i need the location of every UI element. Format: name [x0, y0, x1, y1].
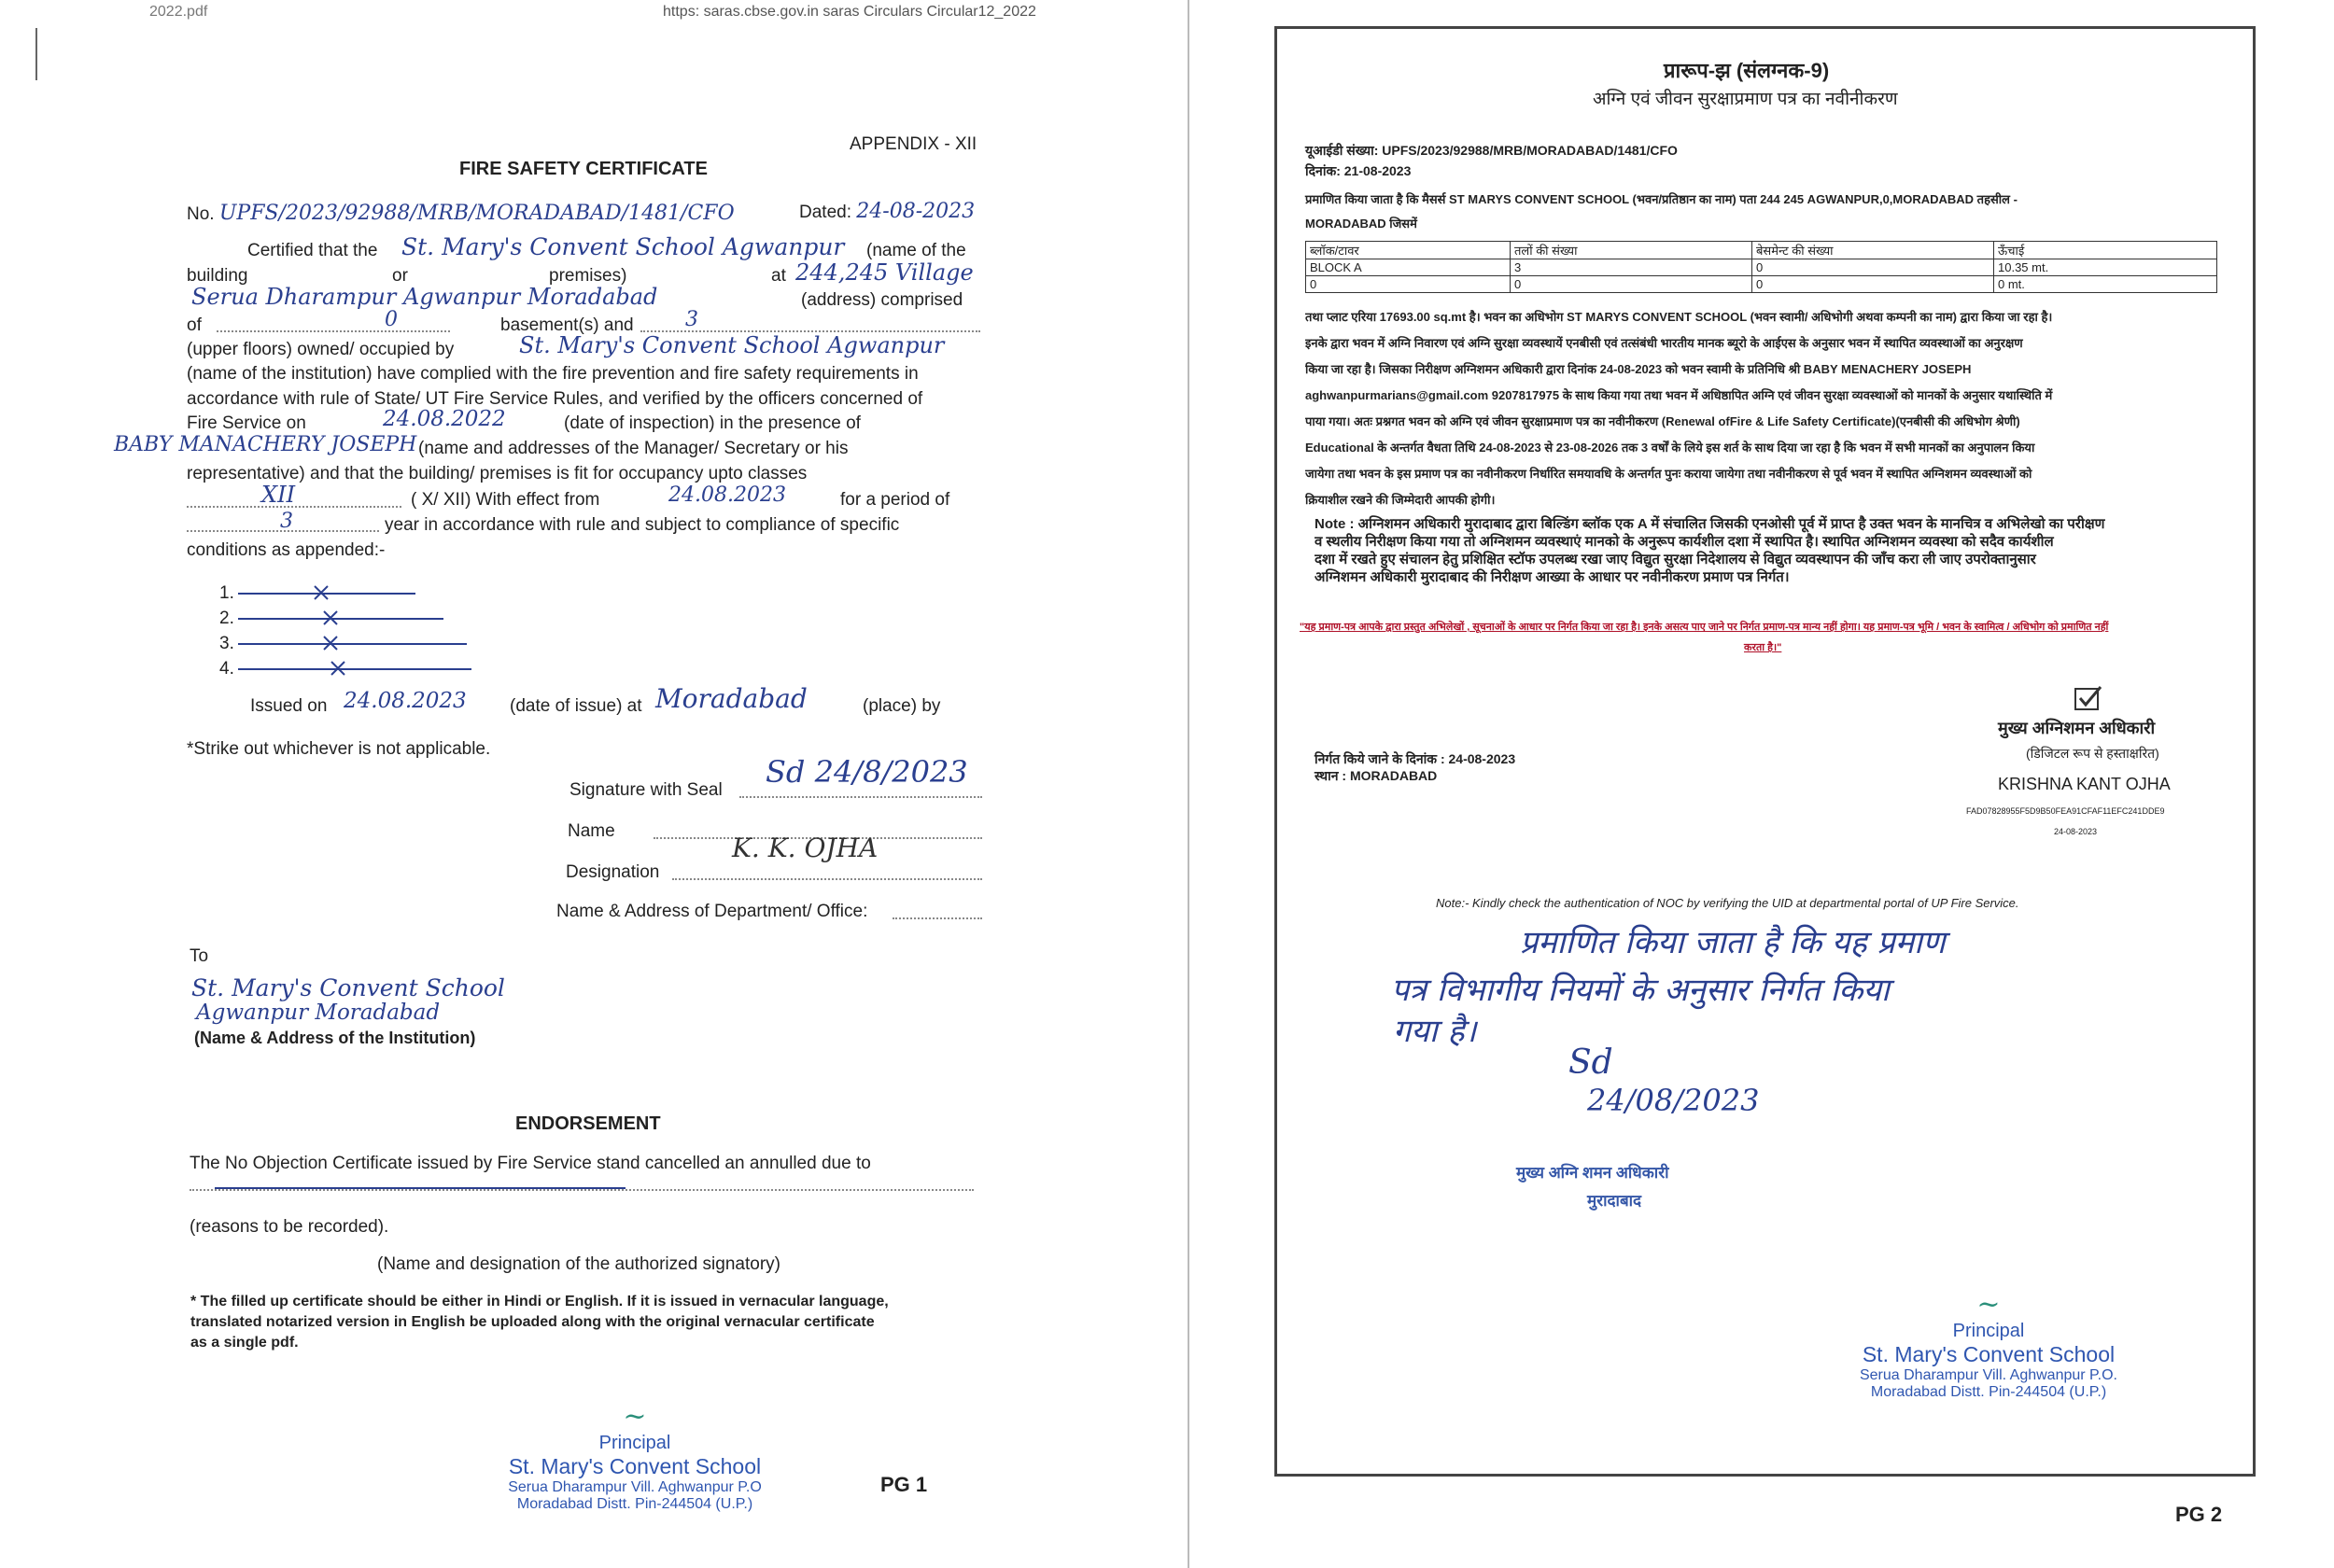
- table-cell: 0 mt.: [1994, 276, 2217, 293]
- issue-date: 24.08.2023: [344, 689, 467, 713]
- stamp-address-1: Serua Dharampur Vill. Aghwanpur P.O.: [1859, 1367, 2117, 1383]
- to-hand-1: St. Mary's Convent School: [191, 974, 505, 1001]
- table-row: [1306, 276, 2217, 293]
- condition-item: 3.: [219, 634, 234, 653]
- strikeout-marks: [238, 579, 481, 681]
- fire-service-label: Fire Service on: [187, 413, 306, 433]
- officer-name: KRISHNA KANT OJHA: [1998, 775, 2171, 793]
- school-name-hand: St. Mary's Convent School Agwanpur: [401, 233, 845, 260]
- cert-line-2: MORADABAD जिसमें: [1305, 217, 1417, 231]
- footnote-line: * The filled up certificate should be either in Hindi or English. If it is issued in vernacular language,: [190, 1294, 889, 1309]
- paragraph-line: पाया गया। अतः प्रश्नगत भवन को अग्नि एवं जीवन सुरक्षाप्रमाण पत्र का नवीनीकरण (Renewal ofFire & Life Safety Certificate)(एनबीसी की अधिभोग श्रेणी): [1305, 414, 2020, 428]
- name-label: Name: [568, 821, 615, 841]
- digitally-signed: (डिजिटल रूप से हस्ताक्षरित): [2026, 746, 2159, 761]
- note-line: अग्निशमन अधिकारी मुरादाबाद की निरीक्षण आख्या के आधार पर नवीनीकरण प्रमाण पत्र निर्गत।: [1315, 569, 1790, 585]
- hindi-title: प्रारूप-झ (संलग्नक-9): [1664, 59, 1830, 82]
- text-line-7: accordance with rule of State/ UT Fire Service Rules, and verified by the officers concerned of: [187, 389, 923, 409]
- note-line: Note : अग्निशमन अधिकारी मुरादाबाद द्वारा बिल्डिंग ब्लॉक एक A में संचालित जिसकी एनओसी पूर्व में प्राप्त है उक्त भवन के मानचित्र व अभिलेखो का परीक्षण: [1315, 516, 2105, 532]
- endorsement-heading: ENDORSEMENT: [515, 1113, 661, 1134]
- inspection-label: (date of inspection) in the presence of: [564, 413, 861, 433]
- text-line-6: (name of the institution) have complied with the fire prevention and fire safety requirements in: [187, 364, 919, 384]
- dated-value: 24-08-2023: [856, 200, 976, 223]
- paragraph-line: क्रियाशील रखने की जिम्मेदारी आपकी होगी।: [1305, 493, 1496, 507]
- note-block: [1315, 515, 2229, 586]
- manager-label: (name and addresses of the Manager/ Secretary or his: [418, 439, 849, 458]
- issue-label: (date of issue) at: [510, 696, 642, 716]
- of-label: of: [187, 315, 202, 335]
- table-cell: BLOCK A: [1306, 259, 1511, 276]
- years-label: year in accordance with rule and subject to compliance of specific: [385, 515, 900, 535]
- paragraph-line: किया जा रहा है। जिसका निरीक्षण अग्निशमन अधिकारी द्वारा दिनांक 24-08-2023 को भवन स्वामी के प्रतिनिधि श्री BABY MENACHERY JOSEPH: [1305, 362, 1972, 376]
- cert-line: प्रमाणित किया जाता है कि मैसर्स ST MARYS CONVENT SCHOOL (भवन/प्रतिष्ठान का नाम) पता 244 245 AGWANPUR,0,MORADABAD तहसील -: [1305, 192, 2018, 206]
- address-hand-2: Serua Dharampur Agwanpur Moradabad: [191, 284, 658, 310]
- stamp-school: St. Mary's Convent School: [508, 1454, 762, 1478]
- header-filename: 2022.pdf: [149, 4, 208, 20]
- name-of-the-label: (name of the: [866, 241, 966, 260]
- to-hand-2: Agwanpur Moradabad: [196, 1001, 441, 1025]
- dotted-line: [672, 878, 982, 880]
- uid-line: यूआईडी संख्या: UPFS/2023/92988/MRB/MORADABAD/1481/CFO: [1305, 143, 1678, 158]
- handwritten-date: 24/08/2023: [1587, 1083, 1760, 1118]
- table-cell: 0: [1306, 276, 1511, 293]
- no-value: UPFS/2023/92988/MRB/MORADABAD/1481/CFO: [218, 202, 735, 225]
- dotted-line: [893, 917, 982, 919]
- table-cell: 3: [1511, 259, 1752, 276]
- stamp-address-2: Moradabad Distt. Pin-244504 (U.P.): [516, 1496, 753, 1512]
- dotted-line: [217, 330, 450, 332]
- paragraph-line: Educational के अन्तर्गत वैधता तिथि 24-08-2023 से 23-08-2026 तक 3 वर्षों के लिये इस शर्त के साथ दिया जा रहा है कि भवन में सभी मानकों का अनुपालन किया: [1305, 441, 2035, 455]
- footnote: [190, 1292, 889, 1353]
- authorized-label: (Name and designation of the authorized signatory): [377, 1254, 780, 1274]
- or-label: or: [392, 266, 408, 286]
- issue-place: Moradabad: [655, 683, 808, 714]
- signature-hash: FAD07828955F5D9B50FEA91CFAF11EFC241DDE9: [1966, 806, 2165, 816]
- footnote-line: as a single pdf.: [190, 1335, 299, 1351]
- paragraph-line: तथा प्लाट एरिया 17693.00 sq.mt है। भवन का अधिभोग ST MARYS CONVENT SCHOOL (भवन स्वामी/ अधिभोगी अथवा कम्पनी का नाम) द्वारा किया जा रहा है।: [1305, 310, 2053, 324]
- place-by-label: (place) by: [863, 696, 941, 716]
- stamp-school: St. Mary's Convent School: [1862, 1342, 2116, 1366]
- building-table: [1305, 241, 2217, 293]
- cert-no-row: [187, 202, 735, 225]
- conditions-label: conditions as appended:-: [187, 540, 386, 560]
- header-url: https: saras.cbse.gov.in saras Circulars Circular12_2022: [663, 4, 1036, 20]
- fire-officer-stamp-1: मुख्य अग्नि शमन अधिकारी: [1516, 1164, 1669, 1182]
- red-disclaimer-2: करता है।": [1744, 642, 1782, 653]
- premises-label: premises): [549, 266, 627, 286]
- classes-hand: XII: [261, 482, 296, 508]
- table-cell: 10.35 mt.: [1994, 259, 2217, 276]
- table-header: तलों की संख्या: [1511, 242, 1752, 259]
- address-label: (address) comprised: [801, 290, 963, 310]
- handwritten-line: पत्र विभागीय नियमों के अनुसार निर्गत किया: [1391, 972, 1890, 1009]
- address-hand-1: 244,245 Village: [795, 259, 974, 286]
- designation-label: Designation: [566, 862, 660, 882]
- main-paragraph: [1305, 304, 2229, 513]
- at-label: at: [771, 266, 786, 286]
- certificate-title: FIRE SAFETY CERTIFICATE: [459, 159, 708, 179]
- dated-label: Dated:: [799, 203, 851, 222]
- hindi-subtitle: अग्नि एवं जीवन सुरक्षाप्रमाण पत्र का नवीनीकरण: [1593, 90, 1898, 109]
- building-label: building: [187, 266, 248, 286]
- footnote-line: translated notarized version in English be uploaded along with the original vernacular certificate: [190, 1314, 875, 1330]
- principal-signature: ~: [1976, 1288, 2001, 1321]
- page-divider: [1188, 0, 1189, 1568]
- note-line: व स्थलीय निरीक्षण किया गया तो अग्निशमन व्यवस्थाएं मानको के अनुरूप कार्यशील दशा में स्थापित है। स्थापित अग्निशमन व्यवस्था को सदैव कार्यशील: [1315, 534, 2054, 550]
- condition-item: 1.: [219, 583, 234, 603]
- paragraph-line: जायेगा तथा भवन के इस प्रमाण पत्र का नवीनीकरण निर्धारित समयावधि के अन्तर्गत पुनः कराया जायेगा तथा नवीनीकरण से पूर्व भवन में स्थापित अग्निशमन व्यवस्थाओं को: [1305, 467, 2032, 481]
- signature-hand: Sd 24/8/2023: [766, 754, 968, 790]
- no-label: No.: [187, 204, 215, 224]
- text-line-10: representative) and that the building/ premises is fit for occupancy upto classes: [187, 464, 808, 483]
- red-disclaimer: "यह प्रमाण-पत्र आपके द्वारा प्रस्तुत अभिलेखों , सूचनाओं के आधार पर निर्गत किया जा रहा है। इनके असत्य पाए जाने पर निर्गत प्रमाण-पत्र मान्य नहीं होगा। यह प्रमाण-पत्र भूमि / भवन के स्वामित्व / अधिभोग को प्रमाणित नहीं: [1300, 622, 2109, 633]
- page-label-2: PG 2: [2175, 1503, 2223, 1526]
- handwritten-sig: Sd: [1568, 1043, 1613, 1082]
- occupier-hand: St. Mary's Convent School Agwanpur: [519, 332, 945, 358]
- dated-row: [799, 200, 975, 223]
- basement-label: basement(s) and: [500, 315, 634, 335]
- years-hand: 3: [280, 510, 293, 533]
- handwritten-line: गया है।: [1393, 1013, 1477, 1050]
- issue-date-hindi: निर्गत किये जाने के दिनांक : 24-08-2023: [1315, 751, 1516, 766]
- basement-count: 0: [385, 308, 398, 331]
- officer-title: मुख्य अग्निशमन अधिकारी: [1998, 719, 2156, 737]
- place-hindi: स्थान : MORADABAD: [1315, 768, 1438, 783]
- period-label: for a period of: [840, 490, 950, 510]
- condition-item: 2.: [219, 609, 234, 628]
- signature-label: Signature with Seal: [569, 780, 723, 800]
- effect-date: 24.08.2023: [668, 483, 786, 507]
- endorsement-line: The No Objection Certificate issued by Fire Service stand cancelled an annulled due to: [190, 1154, 871, 1173]
- issued-on-label: Issued on: [250, 696, 328, 716]
- strike-note: *Strike out whichever is not applicable.: [187, 739, 491, 759]
- hash-date: 24-08-2023: [2054, 827, 2098, 836]
- name-hand: K. K. OJHA: [732, 833, 879, 863]
- verified-check-icon: [2073, 685, 2104, 713]
- stamp-principal: Principal: [598, 1433, 671, 1453]
- conditions-list: [219, 581, 234, 681]
- paragraph-line: aghwanpurmarians@gmail.com 9207817975 के साथ किया गया तथा भवन में अधिष्ठापित अग्नि एवं जीवन सुरक्षा व्यवस्थाओं को मानकों के अनुसार यथास्थिति में: [1305, 388, 2053, 402]
- appendix-label: APPENDIX - XII: [850, 134, 977, 154]
- table-header: ब्लॉक/टावर: [1306, 242, 1511, 259]
- dotted-line: [190, 1189, 974, 1191]
- condition-item: 4.: [219, 659, 234, 679]
- stamp-address-2: Moradabad Distt. Pin-244504 (U.P.): [1870, 1384, 2107, 1400]
- handwritten-line: प्रमाणित किया जाता है कि यह प्रमाण: [1520, 924, 1946, 961]
- principal-stamp: [485, 1400, 784, 1513]
- upper-floors-label: (upper floors) owned/ occupied by: [187, 340, 455, 359]
- date-line: दिनांक: 21-08-2023: [1305, 163, 1412, 178]
- page-label-1: PG 1: [880, 1473, 928, 1496]
- reasons-label: (reasons to be recorded).: [190, 1217, 389, 1237]
- stamp-address-1: Serua Dharampur Vill. Aghwanpur P.O: [508, 1479, 762, 1495]
- to-label: To: [190, 946, 209, 966]
- principal-stamp-2: [1830, 1288, 2147, 1401]
- table-header: ऊँचाई: [1994, 242, 2217, 259]
- table-row: [1306, 259, 2217, 276]
- principal-signature: ~: [623, 1400, 647, 1433]
- note-line: दशा में रखते हुए संचालन हेतु प्रशिक्षित स्टॉफ उपलब्ध रखा जाए विद्युत सुरक्षा निदेशालय से विद्युत व्यवस्थापन की जाँच करा ली जाए उपरोक्तानुसार: [1315, 552, 2036, 567]
- inspection-date: 24.08.2022: [383, 407, 506, 431]
- certified-label: Certified that the: [247, 241, 378, 260]
- table-header-row: [1306, 242, 2217, 259]
- stamp-principal: Principal: [1952, 1321, 2025, 1341]
- floors-count: 3: [685, 308, 698, 331]
- dotted-line: [739, 796, 982, 798]
- verify-note: Note:- Kindly check the authentication of NOC by verifying the UID at departmental portal of UP Fire Service.: [1436, 896, 2019, 910]
- classes-label: ( X/ XII) With effect from: [411, 490, 600, 510]
- table-cell: 0: [1752, 276, 1994, 293]
- table-header: बेसमेन्ट की संख्या: [1752, 242, 1994, 259]
- margin-mark: [35, 28, 37, 80]
- table-cell: 0: [1511, 276, 1752, 293]
- dept-label: Name & Address of Department/ Office:: [556, 902, 868, 921]
- paragraph-line: इनके द्वारा भवन में अग्नि निवारण एवं अग्नि सुरक्षा व्यवस्थायें एनबीसी एवं तत्संबंधी भारतीय मानक ब्यूरो के आईएस के अनुसार भवन में स्थापित व्यवस्थाओं का अनुरक्षण: [1305, 336, 2023, 350]
- institution-label: (Name & Address of the Institution): [194, 1029, 476, 1047]
- manager-name-hand: BABY MANACHERY JOSEPH: [114, 433, 417, 456]
- fire-officer-stamp-2: मुरादाबाद: [1587, 1192, 1642, 1210]
- table-cell: 0: [1752, 259, 1994, 276]
